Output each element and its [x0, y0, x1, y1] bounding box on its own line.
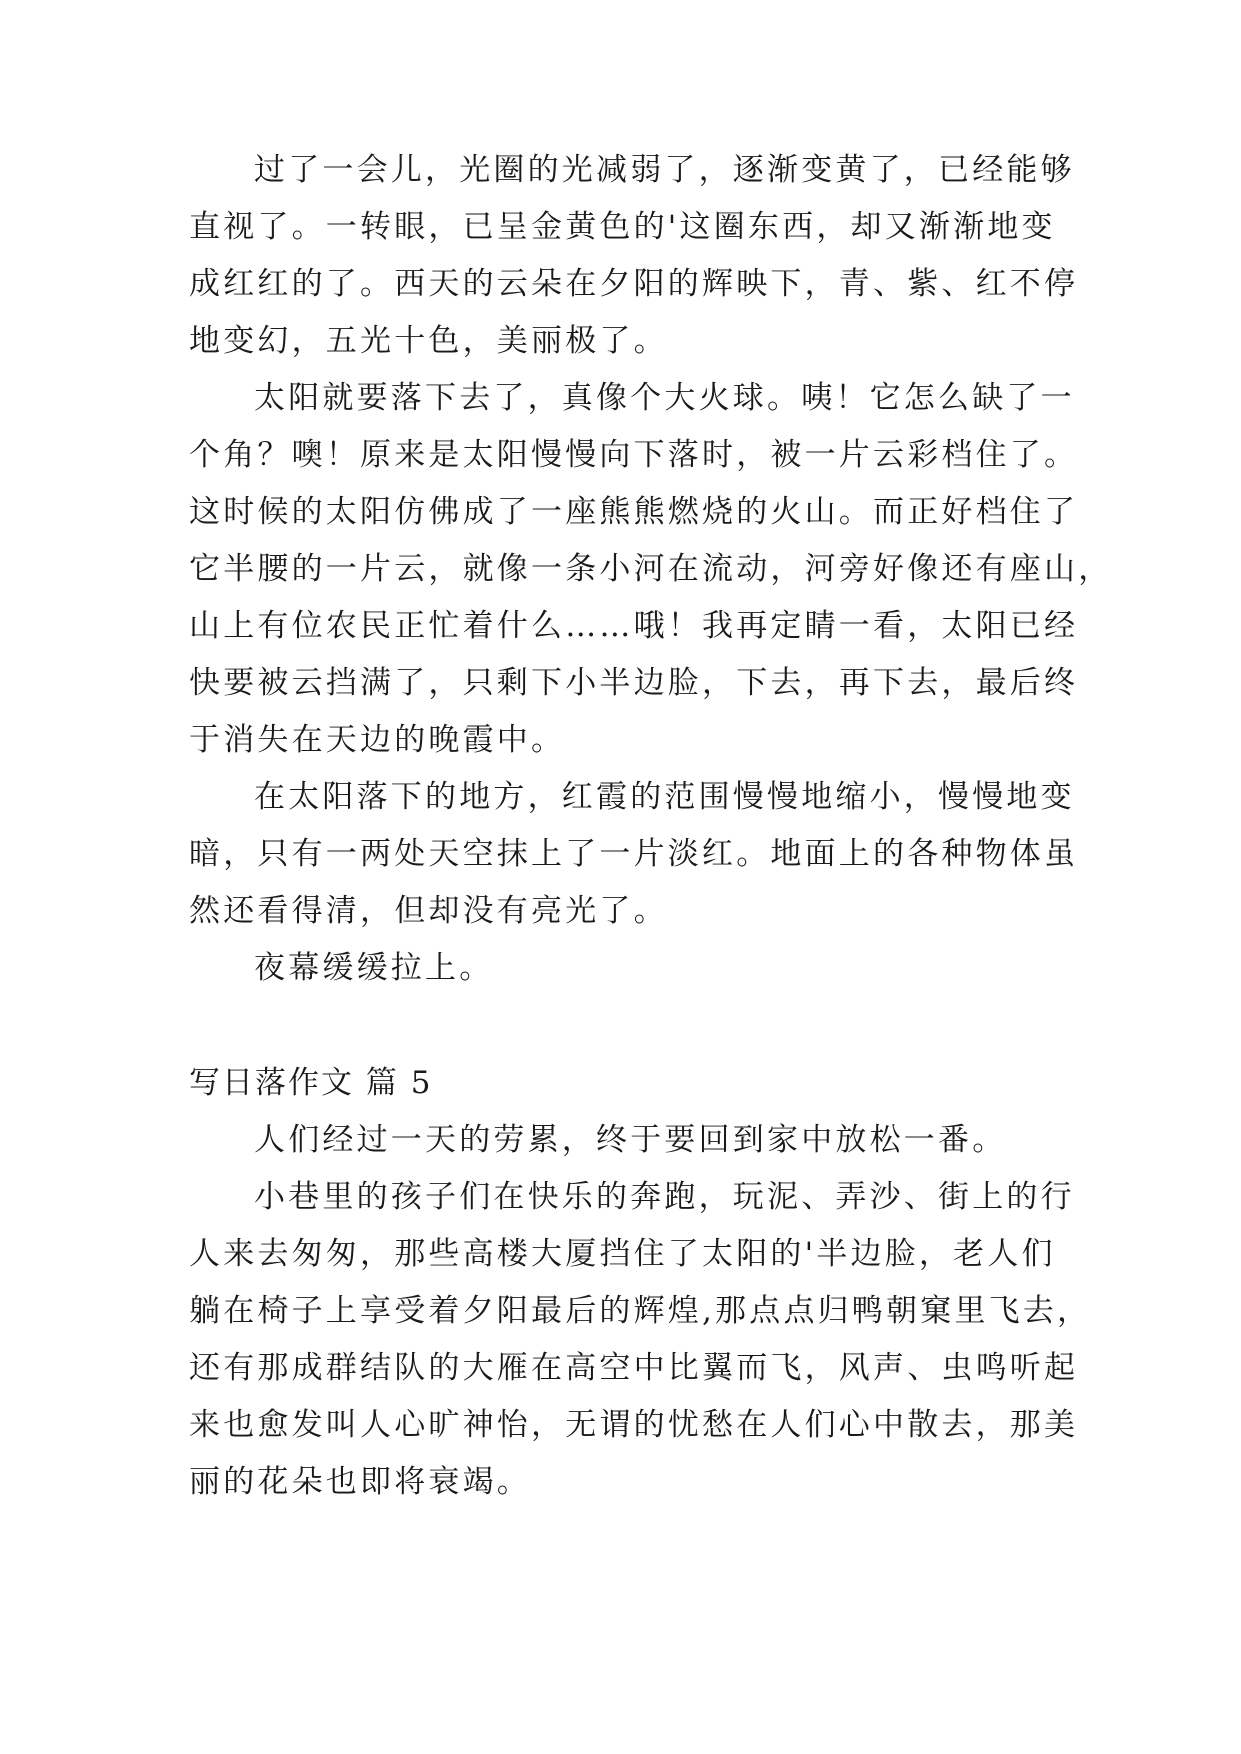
- text-line: 地变幻，五光十色，美丽极了。: [189, 323, 668, 359]
- text-line: 它半腰的一片云，就像一条小河在流动，河旁好像还有座山，: [189, 551, 1113, 587]
- text-line: 小巷里的孩子们在快乐的奔跑，玩泥、弄沙、街上的行: [254, 1179, 1075, 1215]
- text-line: 成红红的了。西天的云朵在夕阳的辉映下，青、紫、红不停: [189, 266, 1079, 302]
- section-heading: 写日落作文 篇 5: [189, 1065, 433, 1101]
- text-line: 人来去匆匆，那些高楼大厦挡住了太阳的'半边脸，老人们: [189, 1236, 1056, 1272]
- text-line: 然还看得清，但却没有亮光了。: [189, 893, 668, 929]
- text-line: 暗，只有一两处天空抹上了一片淡红。地面上的各种物体虽: [189, 836, 1079, 872]
- text-line: 过了一会儿，光圈的光减弱了，逐渐变黄了，已经能够: [254, 152, 1075, 188]
- text-line: 个角？噢！原来是太阳慢慢向下落时，被一片云彩档住了。: [189, 437, 1079, 473]
- text-line: 夜幕缓缓拉上。: [254, 950, 494, 986]
- text-line: 太阳就要落下去了，真像个大火球。咦！它怎么缺了一: [254, 380, 1075, 416]
- text-line: 直视了。一转眼，已呈金黄色的'这圈东西，却又渐渐地变: [189, 209, 1056, 245]
- text-line: 来也愈发叫人心旷神怡，无谓的忧愁在人们心中散去，那美: [189, 1407, 1079, 1443]
- text-line: 还有那成群结队的大雁在高空中比翼而飞，风声、虫鸣听起: [189, 1350, 1079, 1386]
- text-line: 人们经过一天的劳累，终于要回到家中放松一番。: [254, 1122, 1007, 1158]
- text-line: 于消失在天边的晚霞中。: [189, 722, 566, 758]
- text-line: 躺在椅子上享受着夕阳最后的辉煌,那点点归鸭朝窠里飞去，: [189, 1293, 1092, 1329]
- text-line: 这时候的太阳仿佛成了一座熊熊燃烧的火山。而正好档住了: [189, 494, 1079, 530]
- text-line: 山上有位农民正忙着什么……哦！我再定睛一看，太阳已经: [189, 608, 1079, 644]
- text-line: 快要被云挡满了，只剩下小半边脸，下去，再下去，最后终: [189, 665, 1079, 701]
- text-line: 丽的花朵也即将衰竭。: [189, 1464, 531, 1500]
- text-line: 在太阳落下的地方，红霞的范围慢慢地缩小，慢慢地变: [254, 779, 1075, 815]
